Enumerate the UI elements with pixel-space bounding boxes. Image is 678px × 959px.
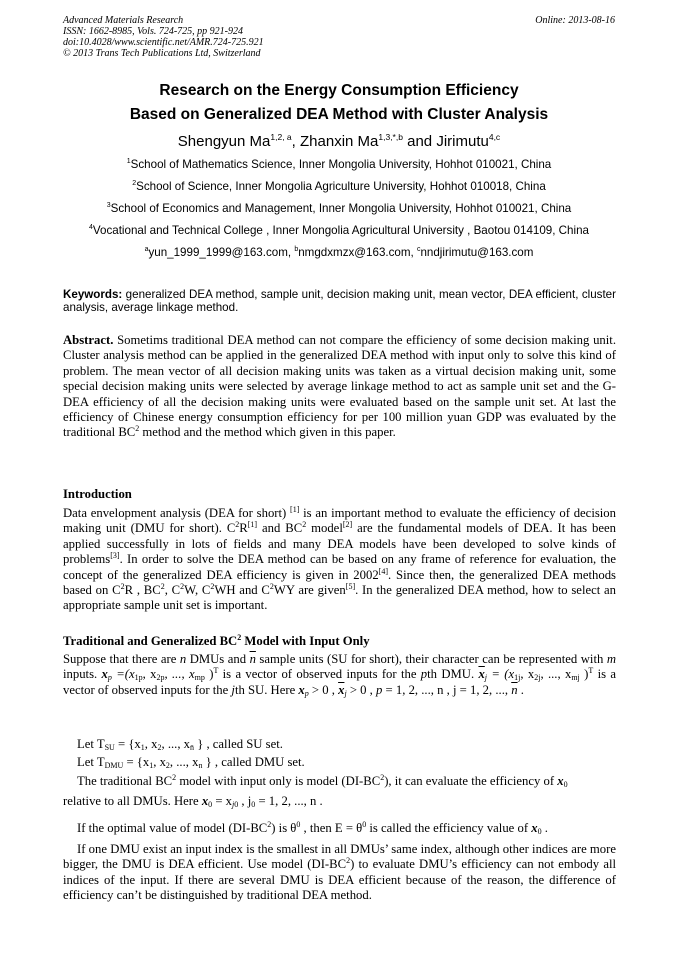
affiliation-text: School of Science, Inner Mongolia Agriculture University, Hohhot 010018, China bbox=[136, 180, 546, 193]
affiliation-sup: 4 bbox=[89, 224, 93, 231]
section-heading-introduction: Introduction bbox=[63, 487, 132, 501]
bc2-paragraph-4: If one DMU exist an input index is the smallest in all DMUs’ same index, although other indices are more bigger, the DMU is DEA efficient. Use model $(DI-BC^2)$ to evaluate DMU’s efficiency can not embody all indices of the input. If there are several DMU is DEA efficient because of the reason, the difference of efficiency can’t be distinguished by traditional DEA method. bbox=[63, 842, 616, 903]
email-text: yun_1999_1999@163.com, bbox=[148, 246, 295, 259]
email-text: nmgdxmzx@163.com, bbox=[298, 246, 417, 259]
author-list bbox=[40, 128, 638, 151]
su-set-definition: Let $T_{SU} = \{x_1$, $x_2$, ..., $x_{n̄}$ } , called SU set. bbox=[77, 737, 283, 752]
keywords-label: Keywords: bbox=[63, 288, 123, 301]
dmu-set-definition: Let $T_{DMU} = \{x_1$, $x_2$, ..., $x_n$ } , called DMU set. bbox=[77, 755, 305, 770]
doi-line: doi:10.4028/www.scientific.net/AMR.724-725.921 bbox=[63, 37, 264, 48]
copyright-line: © 2013 Trans Tech Publications Ltd, Switzerland bbox=[63, 48, 261, 59]
abstract bbox=[63, 333, 616, 441]
keywords bbox=[63, 288, 616, 314]
abstract-tail: method and the method which given in this paper. bbox=[139, 425, 396, 440]
affiliation-line bbox=[40, 155, 638, 172]
abstract-sup: 2 bbox=[135, 424, 140, 434]
journal-header bbox=[63, 15, 264, 59]
email-text: nndjirimutu@163.com bbox=[420, 246, 534, 259]
affiliation-line bbox=[40, 177, 638, 194]
abstract-label: Abstract. bbox=[63, 333, 114, 347]
affiliation-text: Vocational and Technical College , Inner Mongolia Agricultural University , Baotou 014109, China bbox=[92, 224, 589, 237]
keywords-text: generalized DEA method, sample unit, decision making unit, mean vector, DEA efficient, cluster analysis, average linkage method. bbox=[63, 288, 616, 314]
affiliation-text: School of Economics and Management, Inner Mongolia University, Hohhot 010021, China bbox=[110, 202, 572, 215]
introduction-paragraph: Data envelopment analysis (DEA for short) [1] is an important method to evaluate the efficiency of decision making unit (DMU for short). $C^2R[1]$ and $BC^2$ model[2] are the fundamental models of DEA. It has been applied successfully in lots of fields and many DEA models have been developed to solve kinds of problems[3]. In order to solve the DEA method can be based on any frame of reference for evaluation, the concept of the generalized DEA efficiency is given in 2002[4]. Since then, the generalized DEA methods based on $C^2R$ , $BC^2$, $C^2W$, $C^2WH$ and $C^2WY$ are given[5]. In the generalized DEA method, how to select an appropriate sample unit set is important. bbox=[63, 505, 617, 613]
author-separator: and bbox=[402, 133, 437, 150]
email-sup: b bbox=[294, 246, 299, 253]
author-affil-sup: 4,c bbox=[488, 132, 501, 142]
email-sup: c bbox=[416, 246, 421, 253]
bc2-paragraph-1: Suppose that there are n DMUs and $\overline{n}$ sample units (SU for short), their character can be represented with m inputs. $x_p =(x_{1p}$, $x_{2p}$, ..., $x_{mp}$ )$^T$ is a vector of observed inputs for the pth DMU. $\overline{x}_j = (x_{1j}$, $x_{2j}$, ..., $x_{mj}$ )$^T$ is a vector of observed inputs for the jth SU. Here $x_p > 0$ , $\overline{x}_j > 0$ , p = 1, 2, ..., n , j = 1, 2, ..., $\overline{n}$ . bbox=[63, 652, 616, 698]
bc2-paragraph-2-cont: relative to all DMUs. Here $x_0 = x_{j0}$ , $j_0 = 1$, 2, ..., n . bbox=[63, 794, 323, 809]
affiliation-sup: 3 bbox=[106, 202, 111, 209]
affiliation-line bbox=[40, 199, 638, 216]
author-name: Shengyun Ma bbox=[177, 133, 271, 150]
paper-title-line1: Research on the Energy Consumption Efficiency bbox=[159, 82, 519, 99]
abstract-text: Sometims traditional DEA method can not compare the efficiency of some decision making unit. Cluster analysis method can be applied in the generalized DEA method with input only to solve this kind of problem. The mean vector of all decision making units was taken as a virtual decision making unit, some special decision making units were selected by average linkage method to act as sample unit set and the G-DEA efficiency of all the decision making units were evaluated based on the sample unit set. At last the efficiency of Chinese energy consumption efficiency for per 100 million yuan GDP was evaluated by the traditional BC bbox=[63, 333, 616, 440]
author-affil-sup: 1,3,*,b bbox=[378, 132, 403, 142]
section-heading-bc2-model: Traditional and Generalized $BC^2$ Model with Input Only bbox=[63, 633, 370, 648]
issn-line: ISSN: 1662-8985, Vols. 724-725, pp 921-924 bbox=[63, 26, 243, 37]
affiliation-sup: 2 bbox=[132, 180, 137, 187]
email-line bbox=[40, 243, 638, 260]
author-separator: , bbox=[291, 133, 300, 150]
author-name: Jirimutu bbox=[436, 133, 489, 150]
author-affil-sup: 1,2, a bbox=[270, 132, 292, 142]
bc2-paragraph-3: If the optimal value of model $(DI-BC^2)$ is $\theta^0$ , then $E = \theta^0$ is called the efficiency value of $x_0$ . bbox=[77, 820, 548, 836]
affiliation-text: School of Mathematics Science, Inner Mongolia University, Hohhot 010021, China bbox=[130, 158, 552, 171]
journal-name: Advanced Materials Research bbox=[63, 15, 184, 26]
online-date: Online: 2013-08-16 bbox=[535, 15, 615, 26]
bc2-paragraph-2: The traditional $BC^2$ model with input only is model $(DI-BC^2)$, it can evaluate the efficiency of $x_0$ bbox=[77, 773, 568, 789]
paper-title-line2: Based on Generalized DEA Method with Cluster Analysis bbox=[129, 106, 549, 123]
affiliation-sup: 1 bbox=[126, 158, 131, 165]
email-sup: a bbox=[144, 246, 149, 253]
author-name: Zhanxin Ma bbox=[300, 133, 379, 150]
affiliation-line bbox=[40, 221, 638, 238]
